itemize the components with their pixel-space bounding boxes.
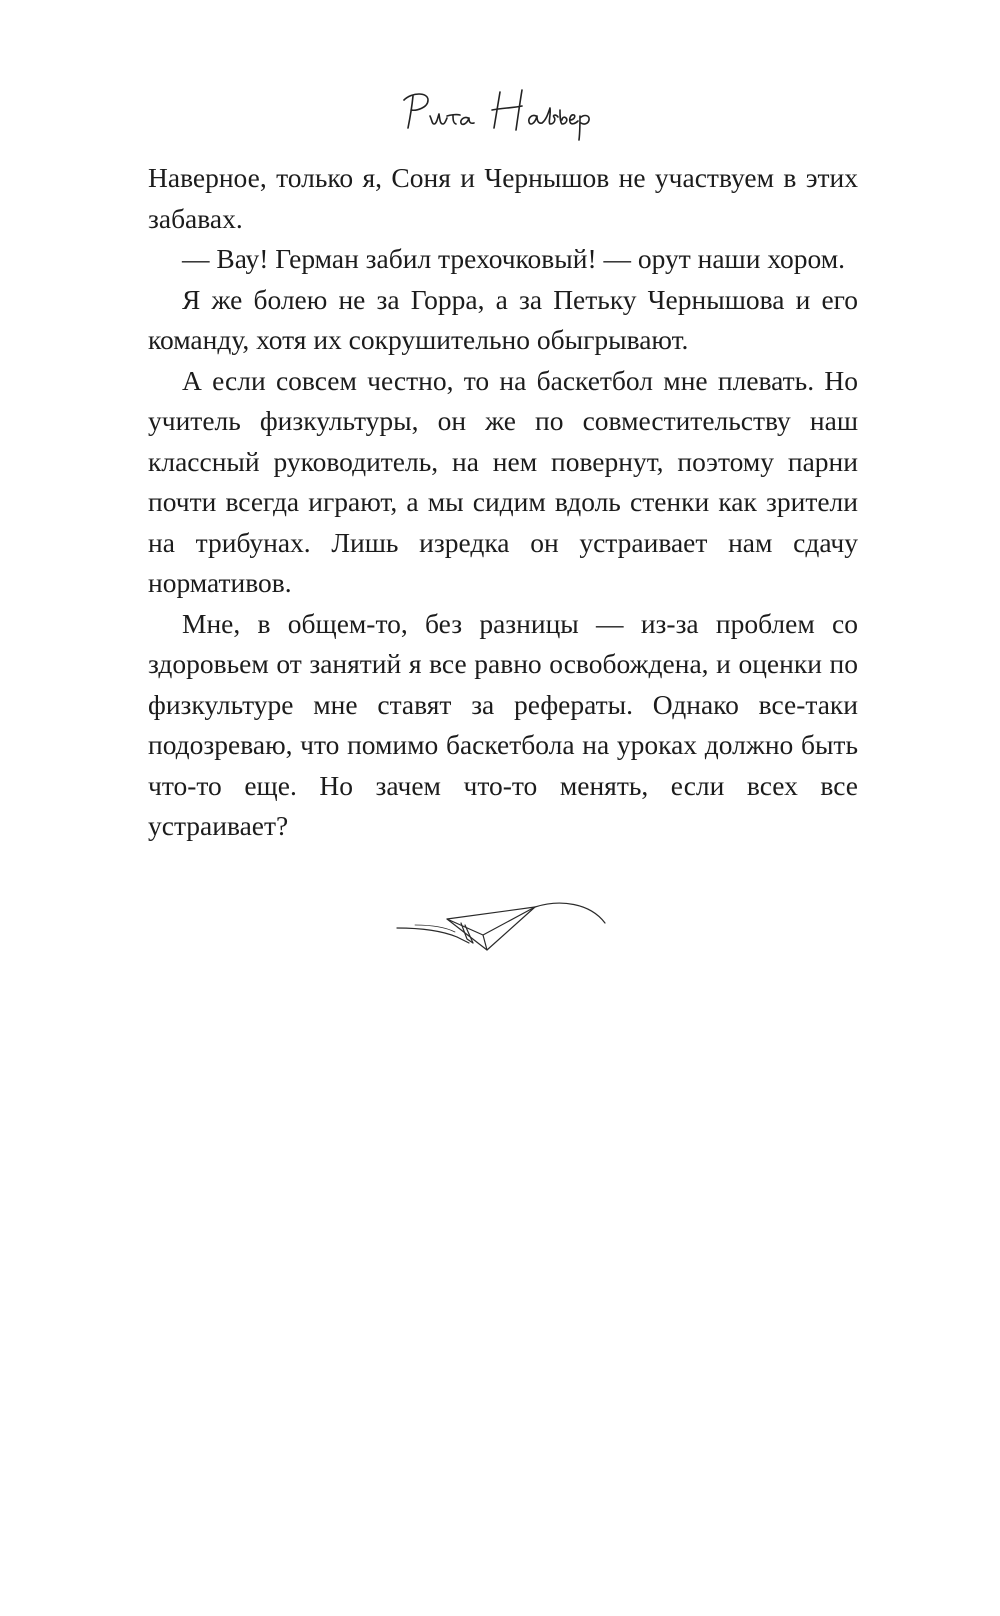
paper-plane-icon [395,895,610,965]
body-text [148,158,858,847]
author-name [0,80,1,81]
paragraph-2: — Вау! Герман забил трехочковый! — орут наши хором. [182,243,846,274]
running-head [0,80,1000,150]
paragraph-3: Я же болею не за Горра, а за Петьку Чернышова и его команду, хотя их сокрушительно обыгрывают. [148,283,858,355]
paragraph-5: Мне, в общем-то, без разницы — из-за проблем со здоровьем от занятий я все равно освобождена, и оценки по физкультуре мне ставят за рефераты. Однако все-таки подозреваю, что помимо баскетбола на уроках должно быть что-то еще. Но зачем что-то менять, если всех все устраивает? [148,607,858,841]
paragraph-1: Наверное, только я, Соня и Чернышов не участвуем в этих забавах. [148,162,858,234]
paragraph-4: А если совсем честно, то на баскетбол мне плевать. Но учитель физкультуры, он же по совместительству наш классный руководитель, на нем повернут, поэтому парни почти всегда играют, а мы сидим вдоль стенки как зрители на трибунах. Лишь изредка он устраивает нам сдачу нормативов. [148,364,858,598]
author-signature [390,80,610,150]
